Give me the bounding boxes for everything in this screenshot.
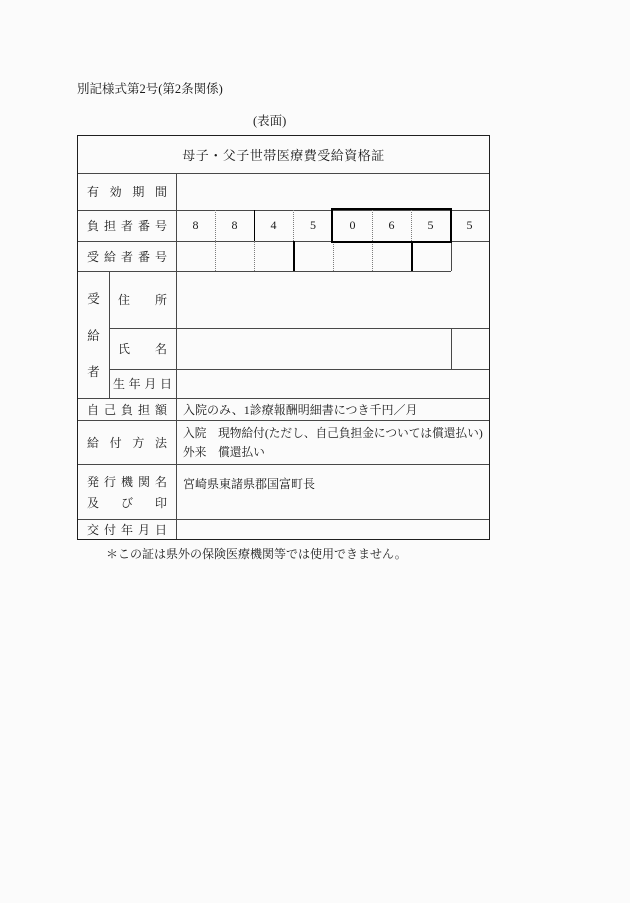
issuer-value: 宮崎県東諸県郡国富町長 [183,477,316,491]
address-label: 住 所 [118,293,167,307]
benefit-method-label-cell [78,420,176,464]
birthdate-value-cell [176,369,489,398]
grid-line [451,241,452,271]
payer-digit-cell: 8 [231,218,238,232]
address-label-cell [109,271,176,328]
copayment-value: 入院のみ、1診療報酬明細書につき千円／月 [183,402,418,417]
recipient-number-label-cell [78,241,176,271]
payer-digit-cell: 4 [270,218,277,232]
payer-digit-cell: 5 [427,218,434,232]
issuer-label-cell [78,464,176,519]
benefit-method-line: 外来 償還払い [183,445,265,459]
payer-digit-cell: 0 [349,218,356,232]
payer-digit-cell: 5 [466,218,473,232]
certificate-title: 母子・父子世帯医療費受給資格証 [182,148,385,163]
name-label: 氏 名 [118,342,167,356]
benefit-method-line: 入院 現物給付(ただし、自己負担金については償還払い) [183,426,483,440]
form-number: 別記様式第2号(第2条関係) [77,82,223,96]
copayment-label-cell [78,398,176,420]
payer-digit-cell: 5 [310,218,316,232]
issuer-label-line: 及 び 印 [87,495,167,510]
validity-value-cell [176,173,489,210]
copayment-label: 自 己 負 担 額 [87,402,167,417]
grid-line [254,241,255,271]
name-side-cell [451,328,489,369]
validity-label-cell [78,173,176,210]
grid-line [372,241,373,271]
benefit-method-value [176,420,489,464]
issue-date-label: 交 付 年 月 日 [87,522,167,537]
issue-date-label-cell [78,519,176,539]
grid-line [215,241,216,271]
benefit-method-label: 給 付 方 法 [87,435,167,450]
recipient-section-label [78,271,109,398]
payer-number-label-cell [78,210,176,241]
recipient-label-char: 給 [87,328,100,343]
grid-line [411,241,413,271]
footnote: ＊この証は県外の保険医療機関等では使用できません。 [106,547,407,561]
payer-digit-cell: 6 [388,218,395,232]
issue-date-value-cell [176,519,489,539]
validity-label: 有 効 期 間 [87,185,167,199]
birthdate-label: 生 年 月 日 [113,377,172,391]
grid-line [333,241,334,271]
side-label: (表面) [253,114,287,128]
birthdate-label-cell [109,369,176,398]
address-value-cell [176,271,489,328]
issuer-label-line: 発 行 機 関 名 [87,474,167,489]
certificate-table [77,135,490,540]
name-label-cell [109,328,176,369]
recipient-label-char: 受 [87,292,100,307]
payer-number-label: 負 担 者 番 号 [87,219,167,233]
recipient-number-label: 受 給 者 番 号 [87,249,167,264]
recipient-label-char: 者 [87,364,100,379]
payer-digit-cell: 8 [192,218,199,232]
grid-line [293,241,295,271]
name-value-cell [176,328,451,369]
